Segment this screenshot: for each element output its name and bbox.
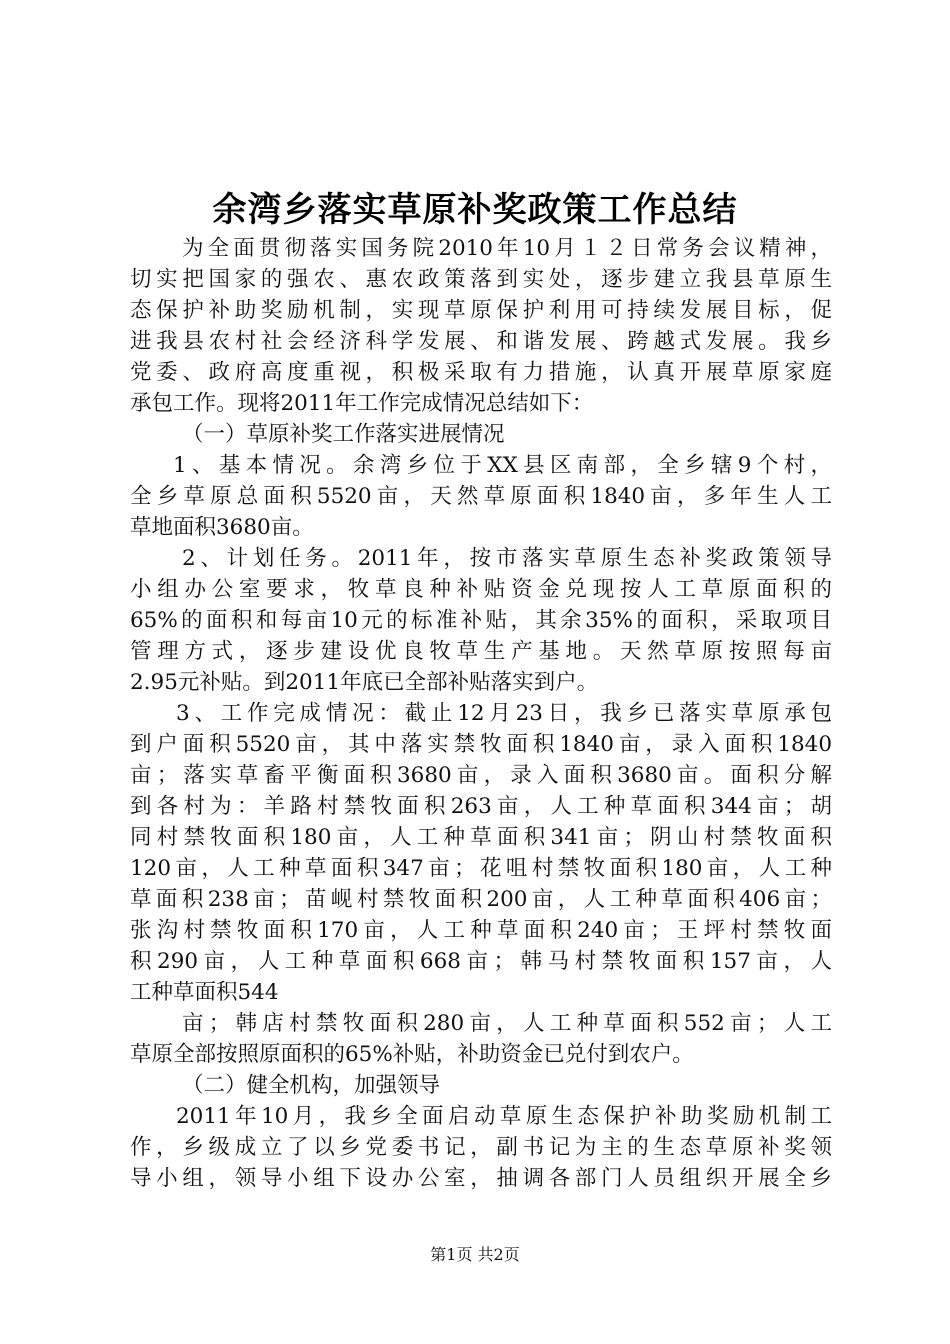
- text-line: 草面积238亩；苗岘村禁牧面积200亩，人工种草面积406亩；: [130, 887, 832, 912]
- text-line: 切实把国家的强农、惠农政策落到实处，逐步建立我县草原生: [130, 267, 832, 292]
- text-line: 120亩，人工种草面积347亩；花咀村禁牧面积180亩，人工种: [130, 856, 832, 881]
- text-line: 到户面积5520亩，其中落实禁牧面积1840亩，录入面积1840: [130, 732, 832, 757]
- text-line: 亩；韩店村禁牧面积280亩，人工种草面积552亩；人工: [182, 1011, 832, 1036]
- text-line: 2011年10月，我乡全面启动草原生态保护补助奖励机制工: [176, 1104, 832, 1129]
- text-line: 草地面积3680亩。: [130, 515, 314, 540]
- page-number-footer: 第1页 共2页: [430, 1245, 520, 1264]
- document-title: 余湾乡落实草原补奖政策工作总结: [212, 190, 738, 230]
- text-line: 进我县农村社会经济科学发展、和谐发展、跨越式发展。我乡: [130, 329, 832, 354]
- text-line: 积290亩，人工种草面积668亩；韩马村禁牧面积157亩，人: [130, 949, 832, 974]
- text-line: 草原全部按照原面积的65%补贴，补助资金已兑付到农户。: [130, 1042, 694, 1067]
- text-line: 全乡草原总面积5520亩，天然草原面积1840亩，多年生人工: [130, 484, 832, 509]
- text-line: 管理方式，逐步建设优良牧草生产基地。天然草原按照每亩: [130, 639, 832, 664]
- text-line: 3、工作完成情况：截止12月23日，我乡已落实草原承包: [176, 701, 832, 726]
- text-line: 1、基本情况。余湾乡位于XX县区南部，全乡辖9个村，: [173, 453, 832, 478]
- text-line: 承包工作。现将2011年工作完成情况总结如下：: [130, 391, 594, 416]
- text-line: 党委、政府高度重视，积极采取有力措施，认真开展草原家庭: [130, 360, 832, 385]
- document-body: [130, 233, 832, 1194]
- text-line: 工种草面积544: [130, 980, 279, 1005]
- text-line: 2.95元补贴。到2011年底已全部补贴落实到户。: [130, 670, 599, 695]
- section-heading: （二）健全机构，加强领导: [182, 1073, 441, 1098]
- text-line: 小组办公室要求，牧草良种补贴资金兑现按人工草原面积的: [130, 577, 832, 602]
- text-line: 2、计划任务。2011年，按市落实草原生态补奖政策领导: [182, 546, 832, 571]
- text-line: 导小组，领导小组下设办公室，抽调各部门人员组织开展全乡: [130, 1166, 832, 1191]
- section-heading: （一）草原补奖工作落实进展情况: [182, 422, 505, 447]
- text-line: 作，乡级成立了以乡党委书记，副书记为主的生态草原补奖领: [130, 1135, 832, 1160]
- text-line: 态保护补助奖励机制，实现草原保护利用可持续发展目标，促: [130, 298, 832, 323]
- text-line: 亩；落实草畜平衡面积3680亩，录入面积3680亩。面积分解: [130, 763, 832, 788]
- text-line: 到各村为：羊路村禁牧面积263亩，人工种草面积344亩；胡: [130, 794, 832, 819]
- text-line: 张沟村禁牧面积170亩，人工种草面积240亩；王坪村禁牧面: [130, 918, 832, 943]
- text-line: 为全面贯彻落实国务院2010年10月１２日常务会议精神，: [182, 236, 832, 261]
- text-line: 65%的面积和每亩10元的标准补贴，其余35%的面积，采取项目: [130, 608, 832, 633]
- text-line: 同村禁牧面积180亩，人工种草面积341亩；阴山村禁牧面积: [130, 825, 832, 850]
